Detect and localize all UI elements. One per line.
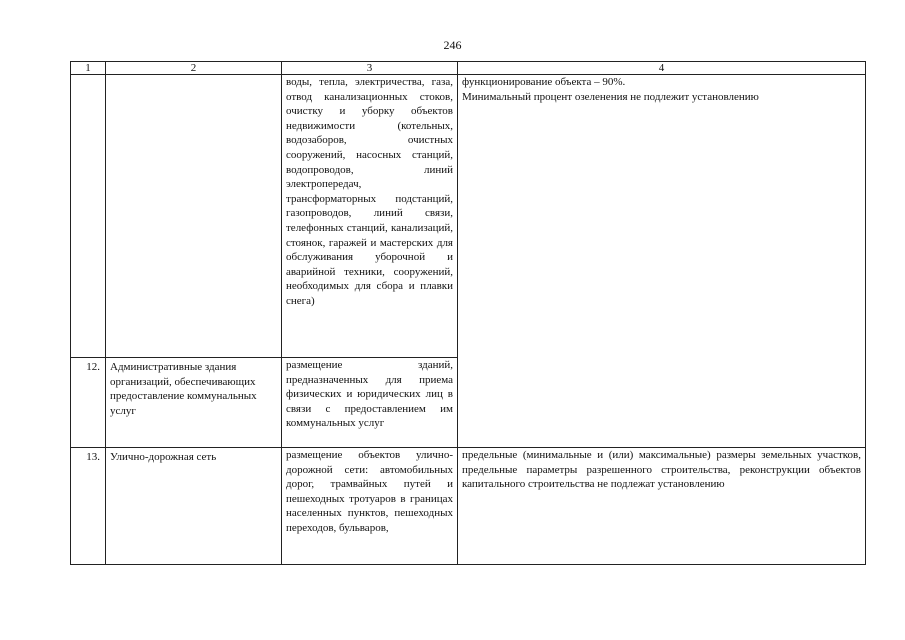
row-description-text: размещение зданий, предназначенных для приема физических и юридических лиц в связи с предоставлением им коммунальных услуг [286, 359, 453, 430]
table-row [71, 75, 866, 358]
row-description [282, 358, 458, 448]
row-number [71, 75, 106, 358]
row-parameters [458, 448, 866, 565]
row-name [106, 75, 282, 358]
row-parameters [458, 75, 866, 448]
row-description-text: размещение объектов улично-дорожной сети: автомобильных дорог, трамвайных путей и пешеходных тротуаров в границах населенных пунктов, пешеходных переходов, бульваров, [286, 449, 453, 534]
row-description [282, 448, 458, 565]
row-description-text: воды, тепла, электричества, газа, отвод канализационных стоков, очистку и уборку объектов недвижимости (котельных, водозаборов, очистных сооружений, насосных станций, водопроводов, линий электропередач, трансформаторных подстанций, газопроводов, линий связи, телефонных станций, канализаций, стоянок, гаражей и мастерских для обслуживания уборочной и аварийной техники, сооружений, необходимых для сбора и плавки снега) [286, 76, 453, 307]
land-use-table [70, 61, 866, 565]
column-header-2: 2 [106, 62, 282, 75]
row-parameters-line-2: Минимальный процент озеленения не подлежит установлению [462, 90, 759, 103]
column-header-4: 4 [458, 62, 866, 75]
column-header-1: 1 [71, 62, 106, 75]
page-number: 246 [443, 38, 462, 52]
row-parameters-text: предельные (минимальные и (или) максимальные) размеры земельных участков, предельные параметры разрешенного строительства, реконструкции объектов капитального строительства не подлежат установлению [462, 449, 861, 491]
row-parameters-line-1: функционирование объекта – 90%. [462, 76, 626, 88]
row-name: Административные здания организаций, обеспечивающих предоставление коммунальных услуг [106, 358, 282, 448]
row-description [282, 75, 458, 358]
row-number: 13. [71, 448, 106, 565]
table-header-row [71, 62, 866, 75]
row-name: Улично-дорожная сеть [106, 448, 282, 565]
column-header-3: 3 [282, 62, 458, 75]
row-number: 12. [71, 358, 106, 448]
table-row [71, 448, 866, 565]
